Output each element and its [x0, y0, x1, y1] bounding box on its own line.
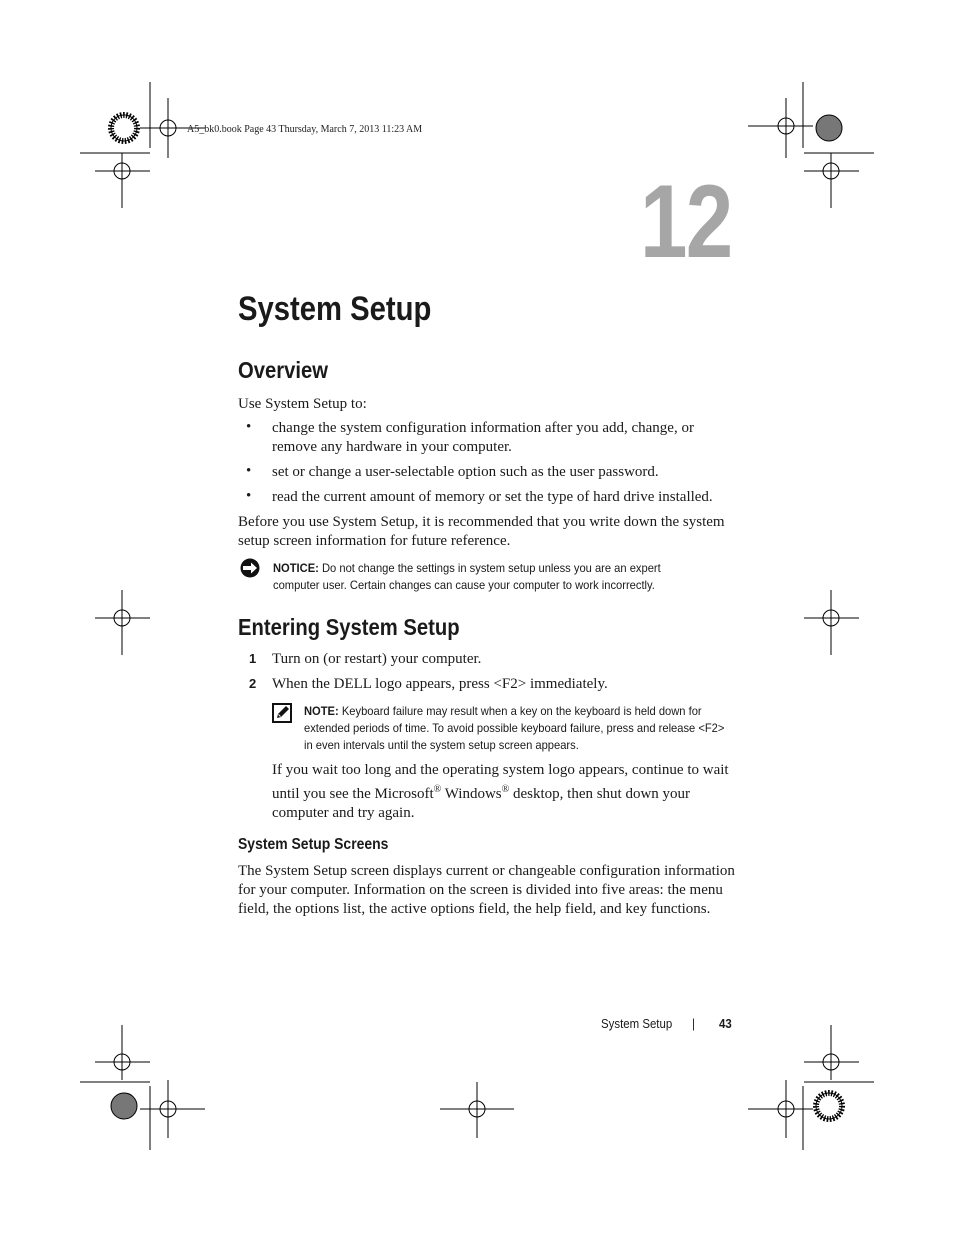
wait-text-2: Windows [441, 786, 502, 802]
wait-text-3: desktop, then shut down your computer and try again. [272, 786, 691, 821]
footer-separator: | [692, 1016, 695, 1031]
screens-paragraph: The System Setup screen displays current or changeable configuration information for your computer. Information on the screen is divided into five areas: the menu field, the options list, the active options field, the help field, and key functions. [238, 863, 735, 917]
step-text: Turn on (or restart) your computer. [272, 651, 482, 667]
print-slug: A5_bk0.book Page 43 Thursday, March 7, 2013 11:23 AM [187, 124, 423, 135]
notice-icon [239, 558, 263, 578]
entering-heading: Entering System Setup [238, 614, 460, 640]
bullet-dot: • [246, 488, 252, 504]
bullet-dot: • [246, 419, 252, 435]
pencil-note-icon [272, 703, 292, 723]
wait-text-1: If you wait too long and the operating system logo appears, continue to wait until you see the Microsoft [272, 762, 729, 802]
overview-paragraph: Before you use System Setup, it is recommended that you write down the system setup screen information for future reference. [238, 514, 725, 549]
note-text [304, 703, 736, 754]
step-number: 1 [249, 651, 257, 666]
wait-paragraph [272, 761, 734, 823]
registered-mark: ® [433, 784, 442, 795]
notice-body: Do not change the settings in system setup unless you are an expert computer user. Certain changes can cause your computer to work incorrectly. [273, 561, 661, 592]
note-body: Keyboard failure may result when a key on the keyboard is held down for extended periods of time. To avoid possible keyboard failure, press and release <F2> in even intervals until the system setup screen appears. [304, 704, 725, 752]
notice-text [273, 560, 710, 594]
footer-section: System Setup [601, 1016, 673, 1031]
chapter-title: System Setup [238, 290, 432, 328]
registered-mark: ® [501, 784, 510, 795]
step-number: 2 [249, 676, 257, 691]
overview-heading: Overview [238, 357, 329, 383]
chapter-number: 12 [640, 164, 732, 280]
overview-intro: Use System Setup to: [238, 396, 367, 412]
list-item: change the system configuration information after you add, change, or remove any hardware in your computer. [272, 420, 694, 455]
page-number: 43 [719, 1016, 732, 1031]
bullet-dot: • [246, 463, 252, 479]
notice-label: NOTICE: [273, 561, 319, 575]
screens-heading: System Setup Screens [238, 836, 389, 853]
note-label: NOTE: [304, 704, 339, 718]
step-text: When the DELL logo appears, press <F2> immediately. [272, 676, 608, 692]
list-item: read the current amount of memory or set the type of hard drive installed. [272, 489, 713, 505]
list-item: set or change a user-selectable option such as the user password. [272, 464, 659, 480]
